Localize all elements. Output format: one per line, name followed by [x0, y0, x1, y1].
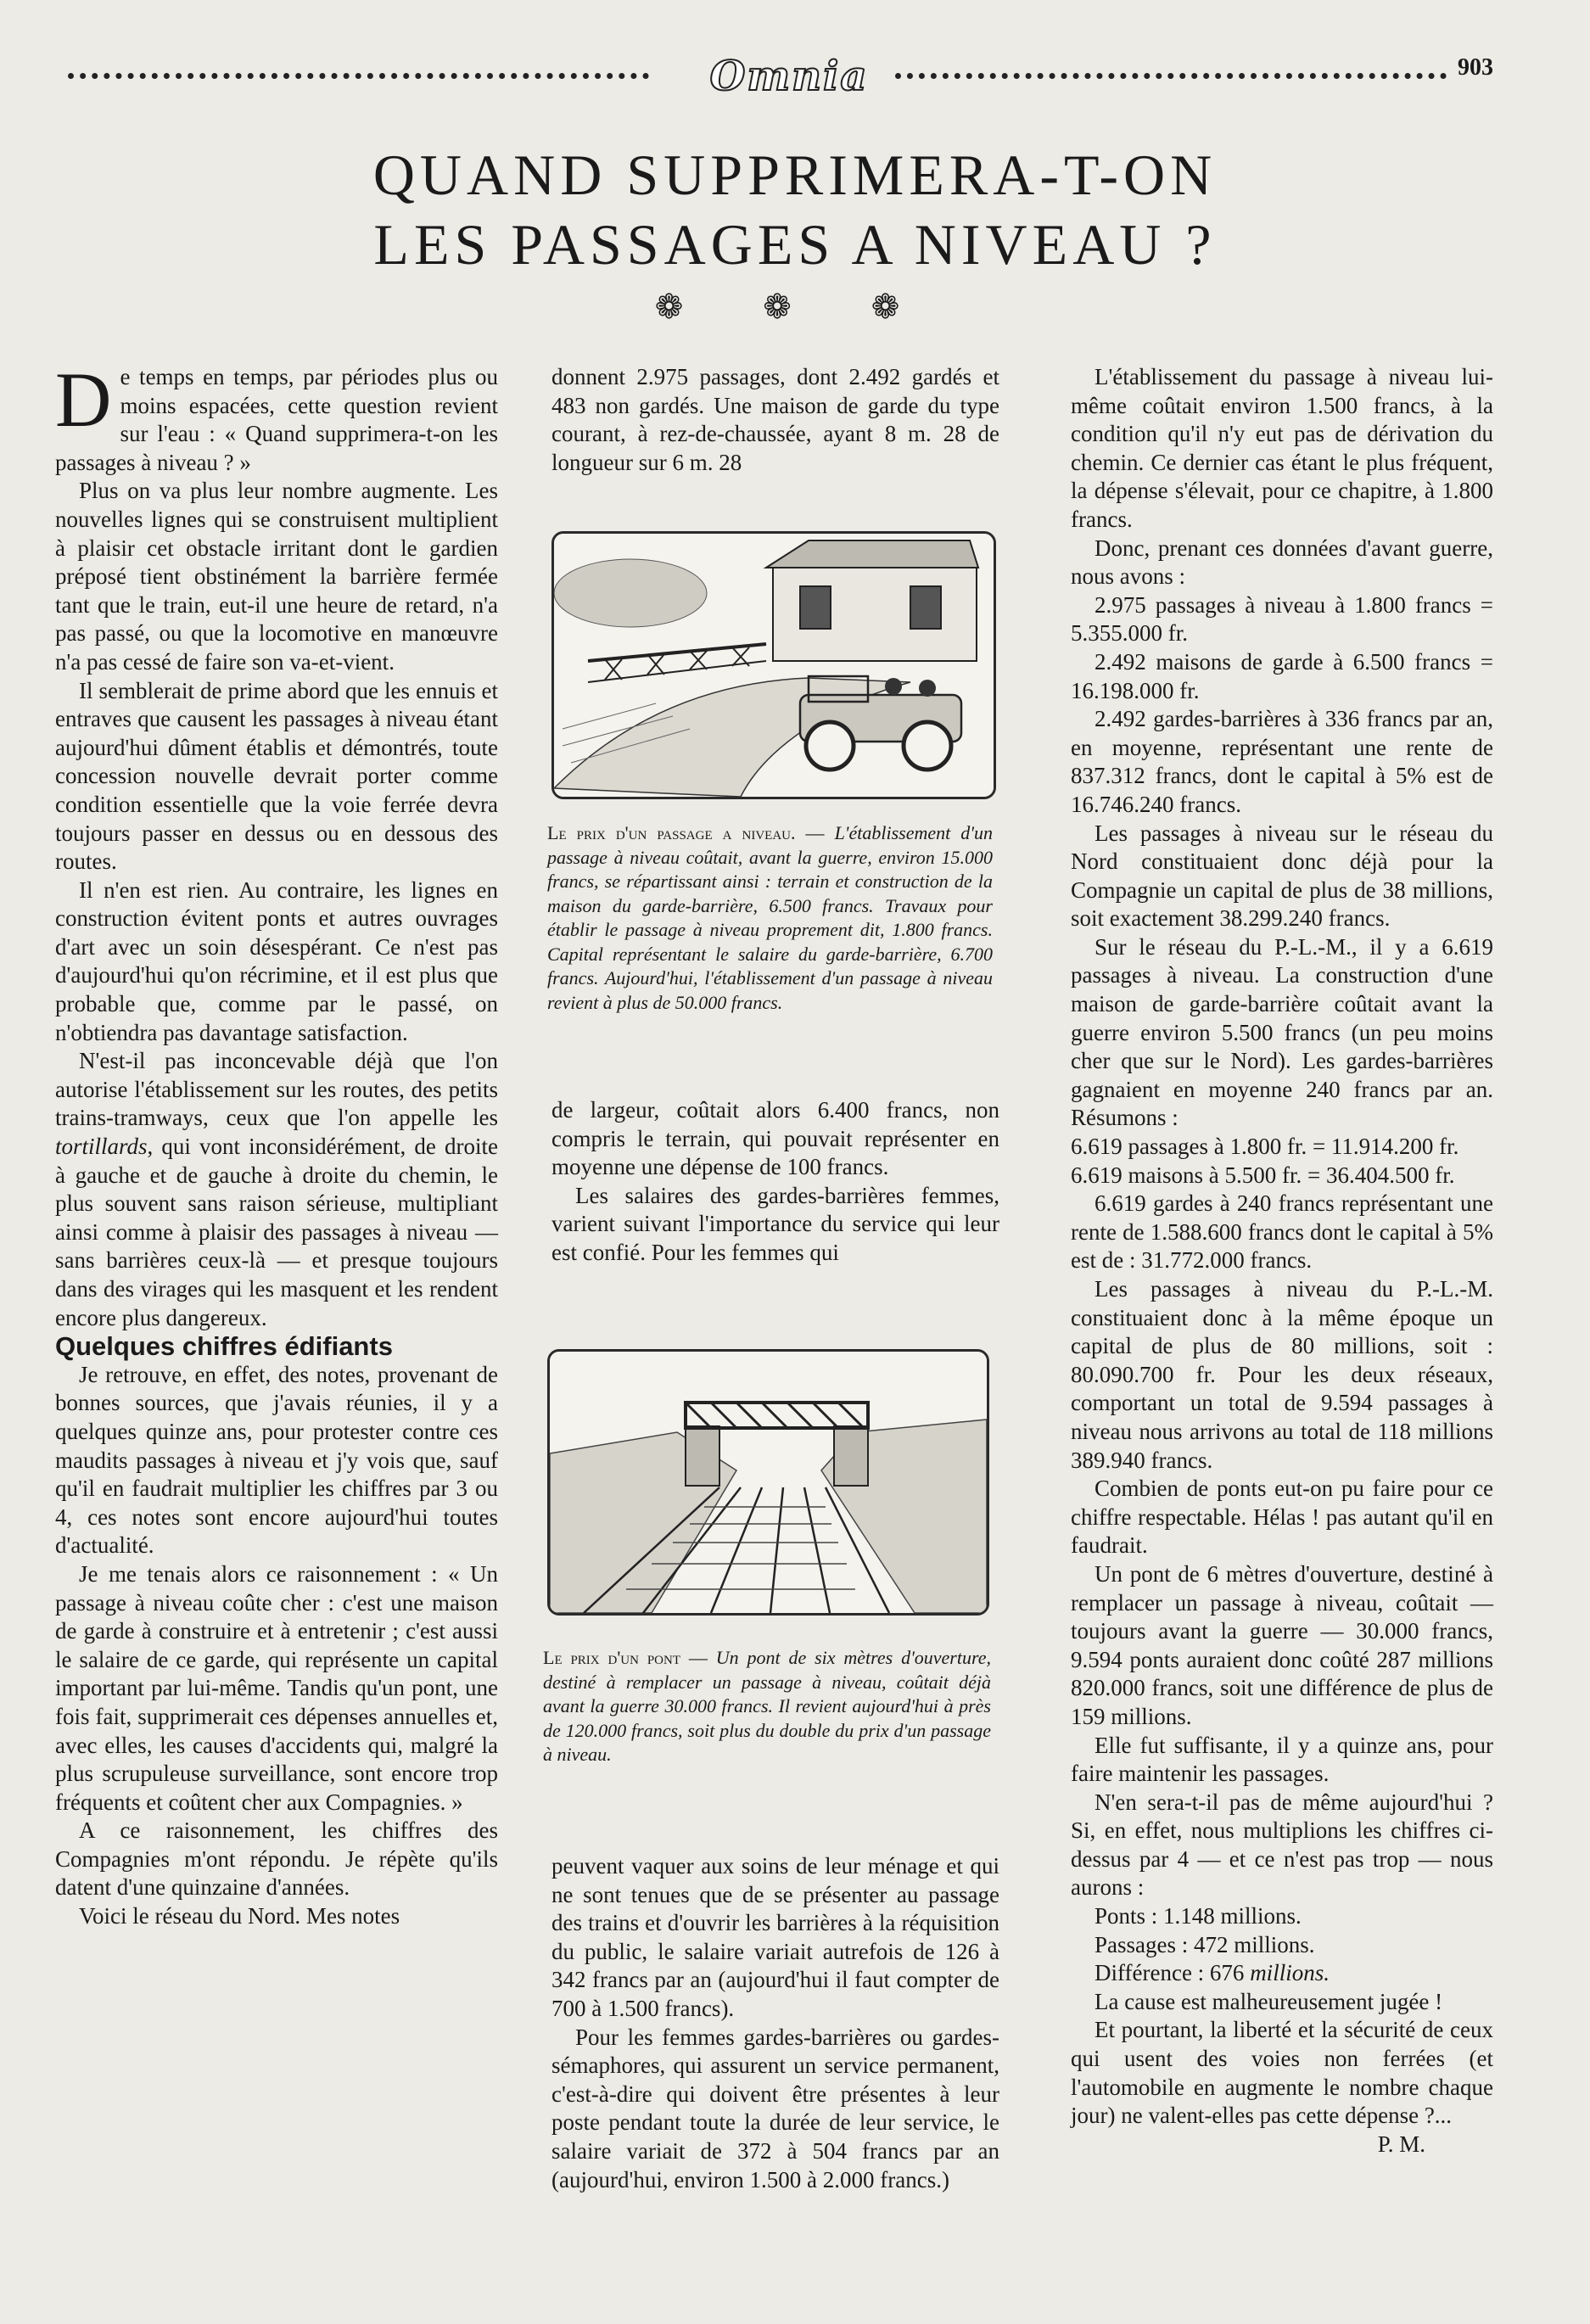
- paragraph: Les salaires des gardes-barrières femmes, varient suivant l'importance du service qui leur est confié. Pour les femmes qui: [551, 1182, 999, 1265]
- paragraph: De temps en temps, par périodes plus ou moins espacées, cette question revient sur l'eau : « Quand supprimera-t-on les passages à niveau ? »: [55, 356, 498, 475]
- paragraph: Voici le réseau du Nord. Mes notes: [79, 1903, 400, 1929]
- paragraph: Je me tenais alors ce raisonnement : « Un passage à niveau coûte cher : c'est une maison de garde à construire et à entretenir ; c'est aussi le salaire de ce garde, qui représente un capital important par lui-même. Tandis qu'un pont, une fois fait, supprimerait ces dépenses annuelles et, avec elles, les causes d'accidents qui, malgré la plus scrupuleuse surveillance, sont encore trop fréquents et coûtent cher aux Compagnies. »: [55, 1560, 498, 1815]
- column-2-bottom: [551, 1852, 999, 2194]
- page-header: [59, 53, 1502, 110]
- caption-body: Un pont de six mètres d'ouverture, destiné à remplacer un passage à niveau, coûtait déjà avant la guerre 30.000 francs. Il revient aujourd'hui à près de 120.000 francs, soit plus du double du prix d'un passage à niveau.: [543, 1647, 991, 1765]
- total-line: Ponts : 1.148 millions.: [1095, 1903, 1302, 1929]
- paragraph: Et pourtant, la liberté et la sécurité de ceux qui usent des voies non ferrées (et l'automobile en augmente le nombre chaque jour) ne valent-elles pas cette dépense ?...: [1071, 2017, 1493, 2129]
- bridge-drawing: [550, 1352, 987, 1613]
- paragraph: Les passages à niveau du P.-L.-M. constituaient donc à la même époque un capital de plus de 80 millions, soit : 80.090.700 fr. Pour les deux réseaux, comportant un total de 9.594 passages à niveau nous arrivons au total de 118 millions 389.940 francs.: [1071, 1276, 1493, 1473]
- italic-term: tortillards: [55, 1134, 148, 1160]
- column-1: [55, 356, 498, 1931]
- paragraph: Donc, prenant ces données d'avant guerre, nous avons :: [1071, 535, 1493, 590]
- header-rule-right: [895, 73, 1447, 79]
- paragraph: de largeur, coûtait alors 6.400 francs, non compris le terrain, qui pouvait représenter en moyenne une dépense de 100 francs.: [551, 1097, 999, 1180]
- masthead: Omnia: [709, 53, 869, 100]
- column-3: [1071, 363, 1493, 2159]
- paragraph: Elle fut suffisante, il y a quinze ans, pour faire maintenir les passages.: [1071, 1732, 1493, 1787]
- paragraph: donnent 2.975 passages, dont 2.492 gardés et 483 non gardés. Une maison de garde du type courant, à rez-de-chaussée, ayant 8 m. 28 de longueur sur 6 m. 28: [551, 364, 999, 475]
- section-subheading: Quelques chiffres édifiants: [55, 1331, 393, 1362]
- paragraph: 2.492 gardes-barrières à 336 francs par an, en moyenne, représentant une rente de 837.312 francs, dont le capital à 5% est de 16.746.240 francs.: [1071, 706, 1493, 817]
- paragraph: L'établissement du passage à niveau lui-même coûtait environ 1.500 francs, à la condition qu'il n'y eut pas de dérivation du chemin. Ce dernier cas étant le plus fréquent, la dépense s'élevait, pour ce chapitre, à 1.800 francs.: [1071, 364, 1493, 532]
- illustration-bridge: [547, 1349, 989, 1616]
- paragraph: Sur le réseau du P.-L.-M., il y a 6.619 passages à niveau. La construction d'une maison de garde-barrière coûtait avant la guerre environ 5.500 francs (un peu moins cher que sur le Nord). Les gardes-barrières gagnaient en moyenne 240 francs par an. Résumons :: [1071, 933, 1493, 1131]
- paragraph: Je retrouve, en effet, des notes, provenant de bonnes sources, que j'avais réunies, il y a quelques quinze ans, pour protester contre ces maudits passages à niveau et j'y vois que, sauf qu'il en faudrait multiplier les chiffres par 3 ou 4, ces notes sont encore aujourd'hui toutes d'actualité.: [55, 1361, 498, 1559]
- paragraph: Combien de ponts eut-on pu faire pour ce chiffre respectable. Hélas ! pas autant qu'il en faudrait.: [1071, 1476, 1493, 1559]
- paragraph: A ce raisonnement, les chiffres des Compagnies m'ont répondu. Je répète qu'ils datent d'une quinzaine d'années.: [55, 1817, 498, 1901]
- calculation-line: 6.619 maisons à 5.500 fr. = 36.404.500 fr.: [1071, 1162, 1455, 1188]
- paragraph: peuvent vaquer aux soins de leur ménage et qui ne sont tenues que de se présenter au passage des trains et d'ouvrir les barrières à la réquisition du public, le salaire variait autrefois de 126 à 342 francs par an (aujourd'hui il faut compter de 700 à 1.500 francs).: [551, 1853, 999, 2021]
- paragraph: Il n'en est rien. Au contraire, les lignes en construction évitent ponts et autres ouvrages d'art avec un soin désespérant. Ce n'est pas d'aujourd'hui qu'on récrimine, et il est plus que probable que, comme par le passé, on n'obtiendra pas davantage satisfaction.: [55, 876, 498, 1045]
- illustration-level-crossing: [551, 531, 996, 799]
- paragraph: Pour les femmes gardes-barrières ou gardes-sémaphores, qui assurent un service permanent, c'est-à-dire qui doivent être présentes à leur poste pendant toute la durée de leur service, le salaire variait de 372 à 504 francs par an (aujourd'hui, environ 1.500 à 2.000 francs.): [551, 2024, 999, 2192]
- paragraph: Un pont de 6 mètres d'ouverture, destiné à remplacer un passage à niveau, coûtait — toujours avant la guerre — 30.000 francs, 9.594 ponts auraient donc coûté 287 millions 820.000 francs, soit une différence de plus de 159 millions.: [1071, 1560, 1493, 1729]
- drop-cap: D: [55, 356, 112, 443]
- title-line-2: LES PASSAGES A NIVEAU ?: [373, 212, 1217, 277]
- level-crossing-drawing: [554, 534, 994, 797]
- paragraph: Il semblerait de prime abord que les ennuis et entraves que causent les passages à niveau étant aujourd'hui dûment établis et démontrés, toute concession nouvelle devrait porter comme condition essentielle que la voie ferrée devra toujours passer en dessus ou en dessous des routes.: [55, 677, 498, 875]
- column-2-middle: [551, 1096, 999, 1268]
- paragraph: N'en sera-t-il pas de même aujourd'hui ? Si, en effet, nous multiplions les chiffres ci-dessus par 4 — et ce n'est pas trop — nous aurons :: [1071, 1789, 1493, 1901]
- total-line: Différence : 676 millions.: [1095, 1960, 1330, 1986]
- column-2-top: [551, 363, 999, 477]
- paragraph: Les passages à niveau sur le réseau du Nord constituaient donc déjà pour la Compagnie un capital de plus de 38 millions, soit exactement 38.299.240 francs.: [1071, 820, 1493, 932]
- caption-lead: Le prix d'un pont —: [543, 1647, 716, 1668]
- caption-lead: Le prix d'un passage a niveau. —: [547, 822, 835, 843]
- title-line-1: QUAND SUPPRIMERA-T-ON: [372, 143, 1218, 207]
- page-number: 903: [1458, 54, 1493, 81]
- caption-body: L'établissement d'un passage à niveau coûtait, avant la guerre, environ 15.000 francs, se répartissant ainsi : terrain et construction de la maison du garde-barrière, 6.500 francs. Travaux pour établir le passage à niveau proprement dit, 1.800 francs. Capital représentant le salaire du garde-barrière, 6.700 francs. Aujourd'hui, l'établissement d'un passage à niveau revient à plus de 50.000 francs.: [547, 822, 993, 1013]
- paragraph: N'est-il pas inconcevable déjà que l'on autorise l'établissement sur les routes, des petits trains-tramways, ceux que l'on appelle les tortillards, qui vont inconsidérément, de droite à gauche et de gauche à droite du chemin, le plus souvent sans raison sérieuse, multipliant ainsi comme à plaisir des passages à niveau — sans barrières ceux-là — et presque toujours dans des virages qui les masquent et les rendent encore plus dangereux.: [55, 1048, 498, 1330]
- paragraph: 6.619 gardes à 240 francs représentant une rente de 1.588.600 francs dont le capital à 5% est de : 31.772.000 francs.: [1071, 1190, 1493, 1274]
- author-signature: P. M.: [1377, 2131, 1425, 2157]
- total-line: Passages : 472 millions.: [1095, 1931, 1315, 1957]
- caption-level-crossing: [547, 821, 993, 1015]
- paragraph: 2.492 maisons de garde à 6.500 francs = 16.198.000 fr.: [1071, 648, 1493, 703]
- title-ornaments: ❁ ❁ ❁: [654, 288, 936, 326]
- paragraph: Plus on va plus leur nombre augmente. Les nouvelles lignes qui se construisent multiplient à plaisir cet obstacle irritant dont le gardien préposé tient obstinément la barrière fermée tant que le train, eut-il une heure de retard, n'a pas passé, ou que la locomotive en manœuvre n'a pas cessé de faire son va-et-vient.: [55, 478, 498, 675]
- paragraph: La cause est malheureusement jugée !: [1095, 1988, 1443, 2014]
- totals-list: [1071, 1902, 1493, 1988]
- article-title: [0, 140, 1590, 279]
- header-rule-left: [68, 73, 649, 79]
- caption-bridge: [543, 1646, 991, 1767]
- calculation-line: 6.619 passages à 1.800 fr. = 11.914.200 fr.: [1071, 1134, 1459, 1160]
- paragraph: 2.975 passages à niveau à 1.800 francs = 5.355.000 fr.: [1071, 591, 1493, 647]
